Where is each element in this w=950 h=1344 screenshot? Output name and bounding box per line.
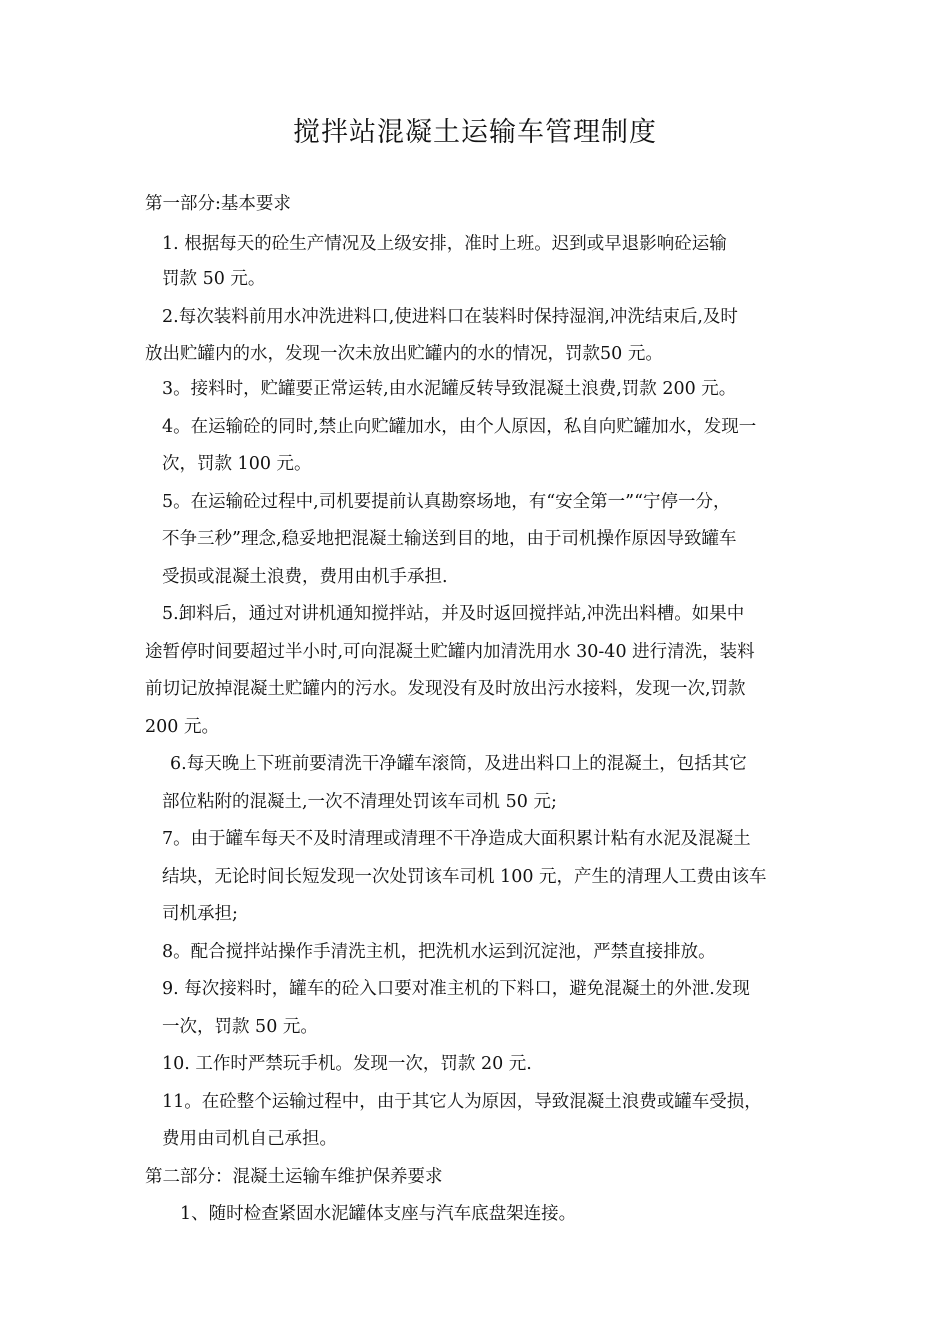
section-heading: 第二部分：混凝土运输车维护保养要求 — [145, 1167, 443, 1187]
paragraph-line: 2.每次装料前用水冲洗进料口,使进料口在装料时保持湿润,冲洗结束后,及时 — [162, 307, 738, 327]
paragraph-line: 途暂停时间要超过半小时,可向混凝土贮罐内加清洗用水 30-40 进行清洗，装料 — [145, 642, 755, 662]
paragraph-line: 结块，无论时间长短发现一次处罚该车司机 100 元，产生的清理人工费由该车 — [162, 867, 767, 887]
paragraph-line: 罚款 50 元。 — [162, 269, 266, 289]
paragraph-line: 前切记放掉混凝土贮罐内的污水。发现没有及时放出污水接料，发现一次,罚款 — [145, 679, 746, 699]
paragraph-line: 8。配合搅拌站操作手清洗主机，把洗机水运到沉淀池，严禁直接排放。 — [162, 942, 716, 962]
paragraph-line: 一次，罚款 50 元。 — [162, 1017, 318, 1037]
paragraph-line: 10. 工作时严禁玩手机。发现一次，罚款 20 元. — [162, 1054, 532, 1074]
paragraph-line: 1. 根据每天的砼生产情况及上级安排，准时上班。迟到或早退影响砼运输 — [162, 234, 727, 254]
paragraph-line: 费用由司机自己承担。 — [162, 1129, 337, 1149]
paragraph-line: 司机承担; — [162, 904, 238, 924]
paragraph-line: 放出贮罐内的水，发现一次未放出贮罐内的水的情况，罚款50 元。 — [145, 344, 663, 364]
paragraph-line: 3。接料时，贮罐要正常运转,由水泥罐反转导致混凝土浪费,罚款 200 元。 — [162, 379, 737, 399]
paragraph-line: 4。在运输砼的同时,禁止向贮罐加水，由个人原因，私自向贮罐加水，发现一 — [162, 417, 757, 437]
paragraph-line: 5.卸料后，通过对讲机通知搅拌站，并及时返回搅拌站,冲洗出料槽。如果中 — [162, 604, 745, 624]
paragraph-line: 部位粘附的混凝土,一次不清理处罚该车司机 50 元; — [162, 792, 557, 812]
section-heading: 第一部分:基本要求 — [145, 194, 291, 214]
paragraph-line: 不争三秒”理念,稳妥地把混凝土输送到目的地，由于司机操作原因导致罐车 — [162, 529, 737, 549]
paragraph-line: 次，罚款 100 元。 — [162, 454, 312, 474]
paragraph-line: 9. 每次接料时，罐车的砼入口要对准主机的下料口，避免混凝土的外泄.发现 — [162, 979, 750, 999]
paragraph-line: 受损或混凝土浪费，费用由机手承担. — [162, 567, 448, 587]
paragraph-line: 200 元。 — [145, 717, 219, 737]
document-title: 搅拌站混凝土运输车管理制度 — [293, 117, 657, 148]
paragraph-line: 1、随时检查紧固水泥罐体支座与汽车底盘架连接。 — [180, 1204, 577, 1224]
paragraph-line: 11。在砼整个运输过程中，由于其它人为原因，导致混凝土浪费或罐车受损， — [162, 1092, 762, 1112]
paragraph-line: 5。在运输砼过程中,司机要提前认真勘察场地，有“安全第一”“宁停一分， — [162, 492, 731, 512]
paragraph-line: 7。由于罐车每天不及时清理或清理不干净造成大面积累计粘有水泥及混凝土 — [162, 829, 751, 849]
paragraph-line: 6.每天晚上下班前要清洗干净罐车滚筒，及进出料口上的混凝土，包括其它 — [170, 754, 747, 774]
